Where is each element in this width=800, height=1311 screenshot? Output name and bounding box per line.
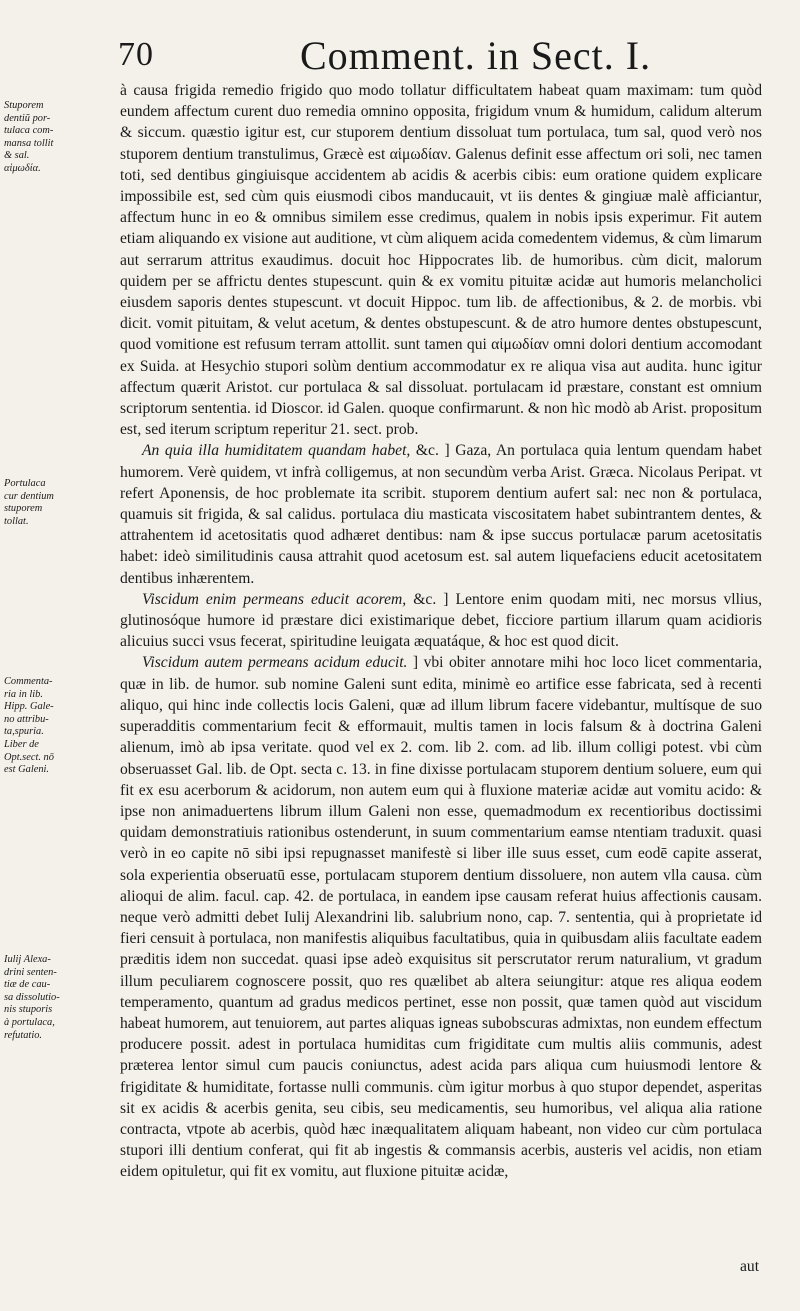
margin-note-line: refutatio. [4, 1029, 43, 1041]
margin-note-line: Commenta- [4, 676, 53, 687]
paragraph [120, 80, 762, 440]
margin-note-line: dentiũ por- [4, 112, 51, 124]
catchword: aut [740, 1258, 760, 1275]
margin-note-line: nis stuporis [4, 1004, 53, 1016]
margin-note-line: tiæ de cau- [4, 979, 51, 991]
margin-note-line: Opt.sect. nō [4, 751, 54, 763]
page-number: 70 [118, 36, 154, 73]
margin-note-line: est Galeni. [4, 764, 50, 776]
margin-note-line: stuporem [4, 503, 43, 515]
paragraph [120, 652, 762, 1182]
margin-note-line: Portulaca [4, 478, 46, 489]
paragraph [120, 440, 762, 588]
margin-note-stupor [4, 100, 118, 176]
margin-note-line: ta,spuria. [4, 726, 44, 738]
running-head [0, 30, 800, 78]
margin-note-portulaca [4, 478, 118, 528]
margin-note-line: tollat. [4, 515, 29, 527]
margin-note-line: cur dentium [4, 490, 54, 502]
lemma: An quia illa humiditatem quandam habet, [142, 442, 411, 460]
margin-note-line: & sal. [4, 150, 30, 162]
lemma: Viscidum autem permeans acidum educit. [142, 654, 408, 672]
margin-note-line: Stuporem [4, 100, 44, 111]
paragraph-text: ] vbi obiter annotare mihi hoc loco licet commentaria, quæ in lib. de humor. sub nomine Galeni sunt edita, minimè eo artifice esse fabricata, sed à recenti aliquo, qui hinc inde collectis locis Galeni, quæ ad illum librum facere videbantur, multísque de suo superadditis commentarium fecit & efformauit, multis tamen in locis falsum & à doctrina Galeni alienum, imò ab ipsa veritate. quod vel ex 2. com. lib 2. com. ad lib. illum colligi potest. vbi cùm obseruasset Gal. lib. de Opt. secta c. 13. in fine dixisse portulacam stuporem dentium soluere, eum qui fit ex esu acerborum & acidorum, non autem eum qui à fluxione materiæ acidæ aut vomitu acido: & ipse non animaduertens librum illum Galeni non esse, quemadmodum ex recentioribus doctissimi quidam demonstratiuis rationibus ostenderunt, in suum commentarium eamse ntentiam traduxit. quasi verò in eo capite nō sibi ipsi repugnasset manifestè si liber ille suus esset, cum eodē capite asserat, sola experientia obseruatū esse, portulacam stuporem dentium dissoluere, non autem vlla causa. cùm alioqui de alim. facul. cap. 42. de portulaca, in eandem ipse causam referat huius affectionis causam. neque verò admitti debet Iulij Alexandrini lib. salubrium nono, cap. 7. sententia, qui à proprietate id fieri censuit à portulaca, non manifestis aliquibus facultatibus, quia in quibusdam aliis facultate eadem præditis idem non succedat. quasi ipse adeò exquisitus sit perscrutator rerum naturalium, vt gradum illum peculiarem cognoscere possit, quo res quælibet ab altera seiungitur: atque res aliqua eodem temperamento, quantum ad gradus medicos pertinet, esse non possit, quæ tamen quòd aut viscidum habeat humorem, aut tenuiorem, aut partes aliquas igneas subobscuras admixtas, non eundem effectum producere possit. adest in portulaca humiditas cum frigiditate cum multis aliis communis, adest præterea lentor simul cum paucis coniunctus, adest acida pars aliqua cum huiusmodi lentore & frigiditate & humiditate, fortasse nulli communis. cùm igitur morbus à quo stupor dependet, asperitas sit ex acidis & acerbis genita, seu cibis, seu medicamentis, seu humoribus, vel aliqua alia ratione contracta, vtpote ab acerbis, quòd hæc inæqualitatem aliquam habeant, non video cur cùm portulaca stupori illi dentium conferat, qui fit ab ingestis & commansis acerbis, austeris vel acidis, non etiam eidem opituletur, qui fit ex vomitu, aut fluxione pituitæ acidæ, [120, 654, 762, 1181]
paragraph-text: &c. ] Gaza, An portulaca quia lentum quendam habet humorem. Verè quidem, vt infrà colligemus, at non secundùm verba Arist. Græca. Nicolaus Peripat. vt refert Aponensis, de hoc problemate ita scribit. stuporem dentium aufert sal: nec non & portulaca, quamuis sit frigida, & sal calidus. portulaca diu masticata viscositatem habet subintrantem dentes, & attrahentem id acetositatis quod adhæret dentibus: nam & ipse succus portulacæ parum acetositatis habet: ideò similitudinis causa attrahit quod acetosum est. sal autem liquefaciens educit acetositatem dentibus inhærentem. [120, 442, 762, 587]
margin-note-line: drini senten- [4, 966, 57, 978]
margin-note-line: no attribu- [4, 713, 49, 725]
lemma: Viscidum enim permeans educit acorem, [142, 590, 407, 608]
margin-note-line: αἱμωδία. [4, 162, 41, 174]
paragraph [120, 589, 762, 653]
paragraph-text: à causa frigida remedio frigido quo modo tollatur difficultatem habeat quam maximam: tum quòd eundem affectum curent duo remedia omnino opposita, frigidum vnum & humidum, calidum alterum & siccum. quæstio igitur est, cur stuporem dentium dissoluat tum portulaca, tum sal, quod verò nos stuporem dentium transtulimus, Græcè est αἱμωδίαν. Galenus definit esse affectum ori soli, nec tamen toti, sed dentibus gingiuisque accidentem ab acidis & acerbis cibis: eum oratione quidem explicare impossibile est, sed cùm quis eiusmodi cibos manducauit, vt iis dentes & gingiuæ malè afficiantur, affectum hunc in eo & omnibus similem esse credimus, qualem in nobis ipsis experimur. Fit autem etiam aliquando ex visione aut auditione, vt cùm aliquem acida comedentem videmus, & cùm limarum aut serrarum attritus exaudimus. docuit hoc Hippocrates lib. de humoribus. cùm dicit, malorum quidem per se affrictu dentes stupescunt. quin & ex vomitu pituitæ acidæ aut humoris melancholici eiusdem saporis dentes stupescunt. vt docuit Hippoc. tum lib. de affectionibus, & 2. de morbis. vbi dicit. vomit pituitam, & velut acetum, & dentes obstupescunt. & de atro humore dentes obstupescunt, quod vomitione est refusum terram attollit. sunt tamen qui αἱμωδίαν omni dolori dentium accomodant ex Suida. at Hesychio stupori solùm dentium accommodatur ex re aliqua visa aut audita. hunc igitur affectum quærit Aristot. cur portulaca & sal dissoluat. portulacam id præstare, constant est omnium scriptorum sententia. id Dioscor. id Galen. quoque confirmarunt. & non hìc modò ab Arist. propositum est, sed iterum scriptum reperitur 21. sect. prob. [120, 82, 762, 439]
margin-note-line: tulaca com- [4, 125, 54, 137]
page-title: Comment. in Sect. I. [300, 33, 652, 78]
body-text [120, 80, 762, 1183]
margin-note-line: à portulaca, [4, 1016, 55, 1028]
margin-note-line: Hipp. Gale- [4, 701, 54, 713]
margin-note-iulius [4, 954, 118, 1042]
margin-note-commentaria [4, 676, 118, 777]
margin-note-line: mansa tollit [4, 137, 54, 149]
margin-note-line: ria in lib. [4, 688, 43, 700]
margin-note-line: sa dissolutio- [4, 991, 60, 1003]
paragraph-text: &c. ] Lentore enim quodam miti, nec morsus vllius, glutinosóque humore id præstare dici existimarique debet, ficciore partium illarum quam acidioris alicuius succi vsus fecerat, spiritudine leuigata æquatáque, & hoc est quod dicit. [120, 590, 763, 651]
margin-note-line: Iulij Alexa- [4, 954, 51, 965]
margin-note-line: Liber de [4, 738, 39, 750]
